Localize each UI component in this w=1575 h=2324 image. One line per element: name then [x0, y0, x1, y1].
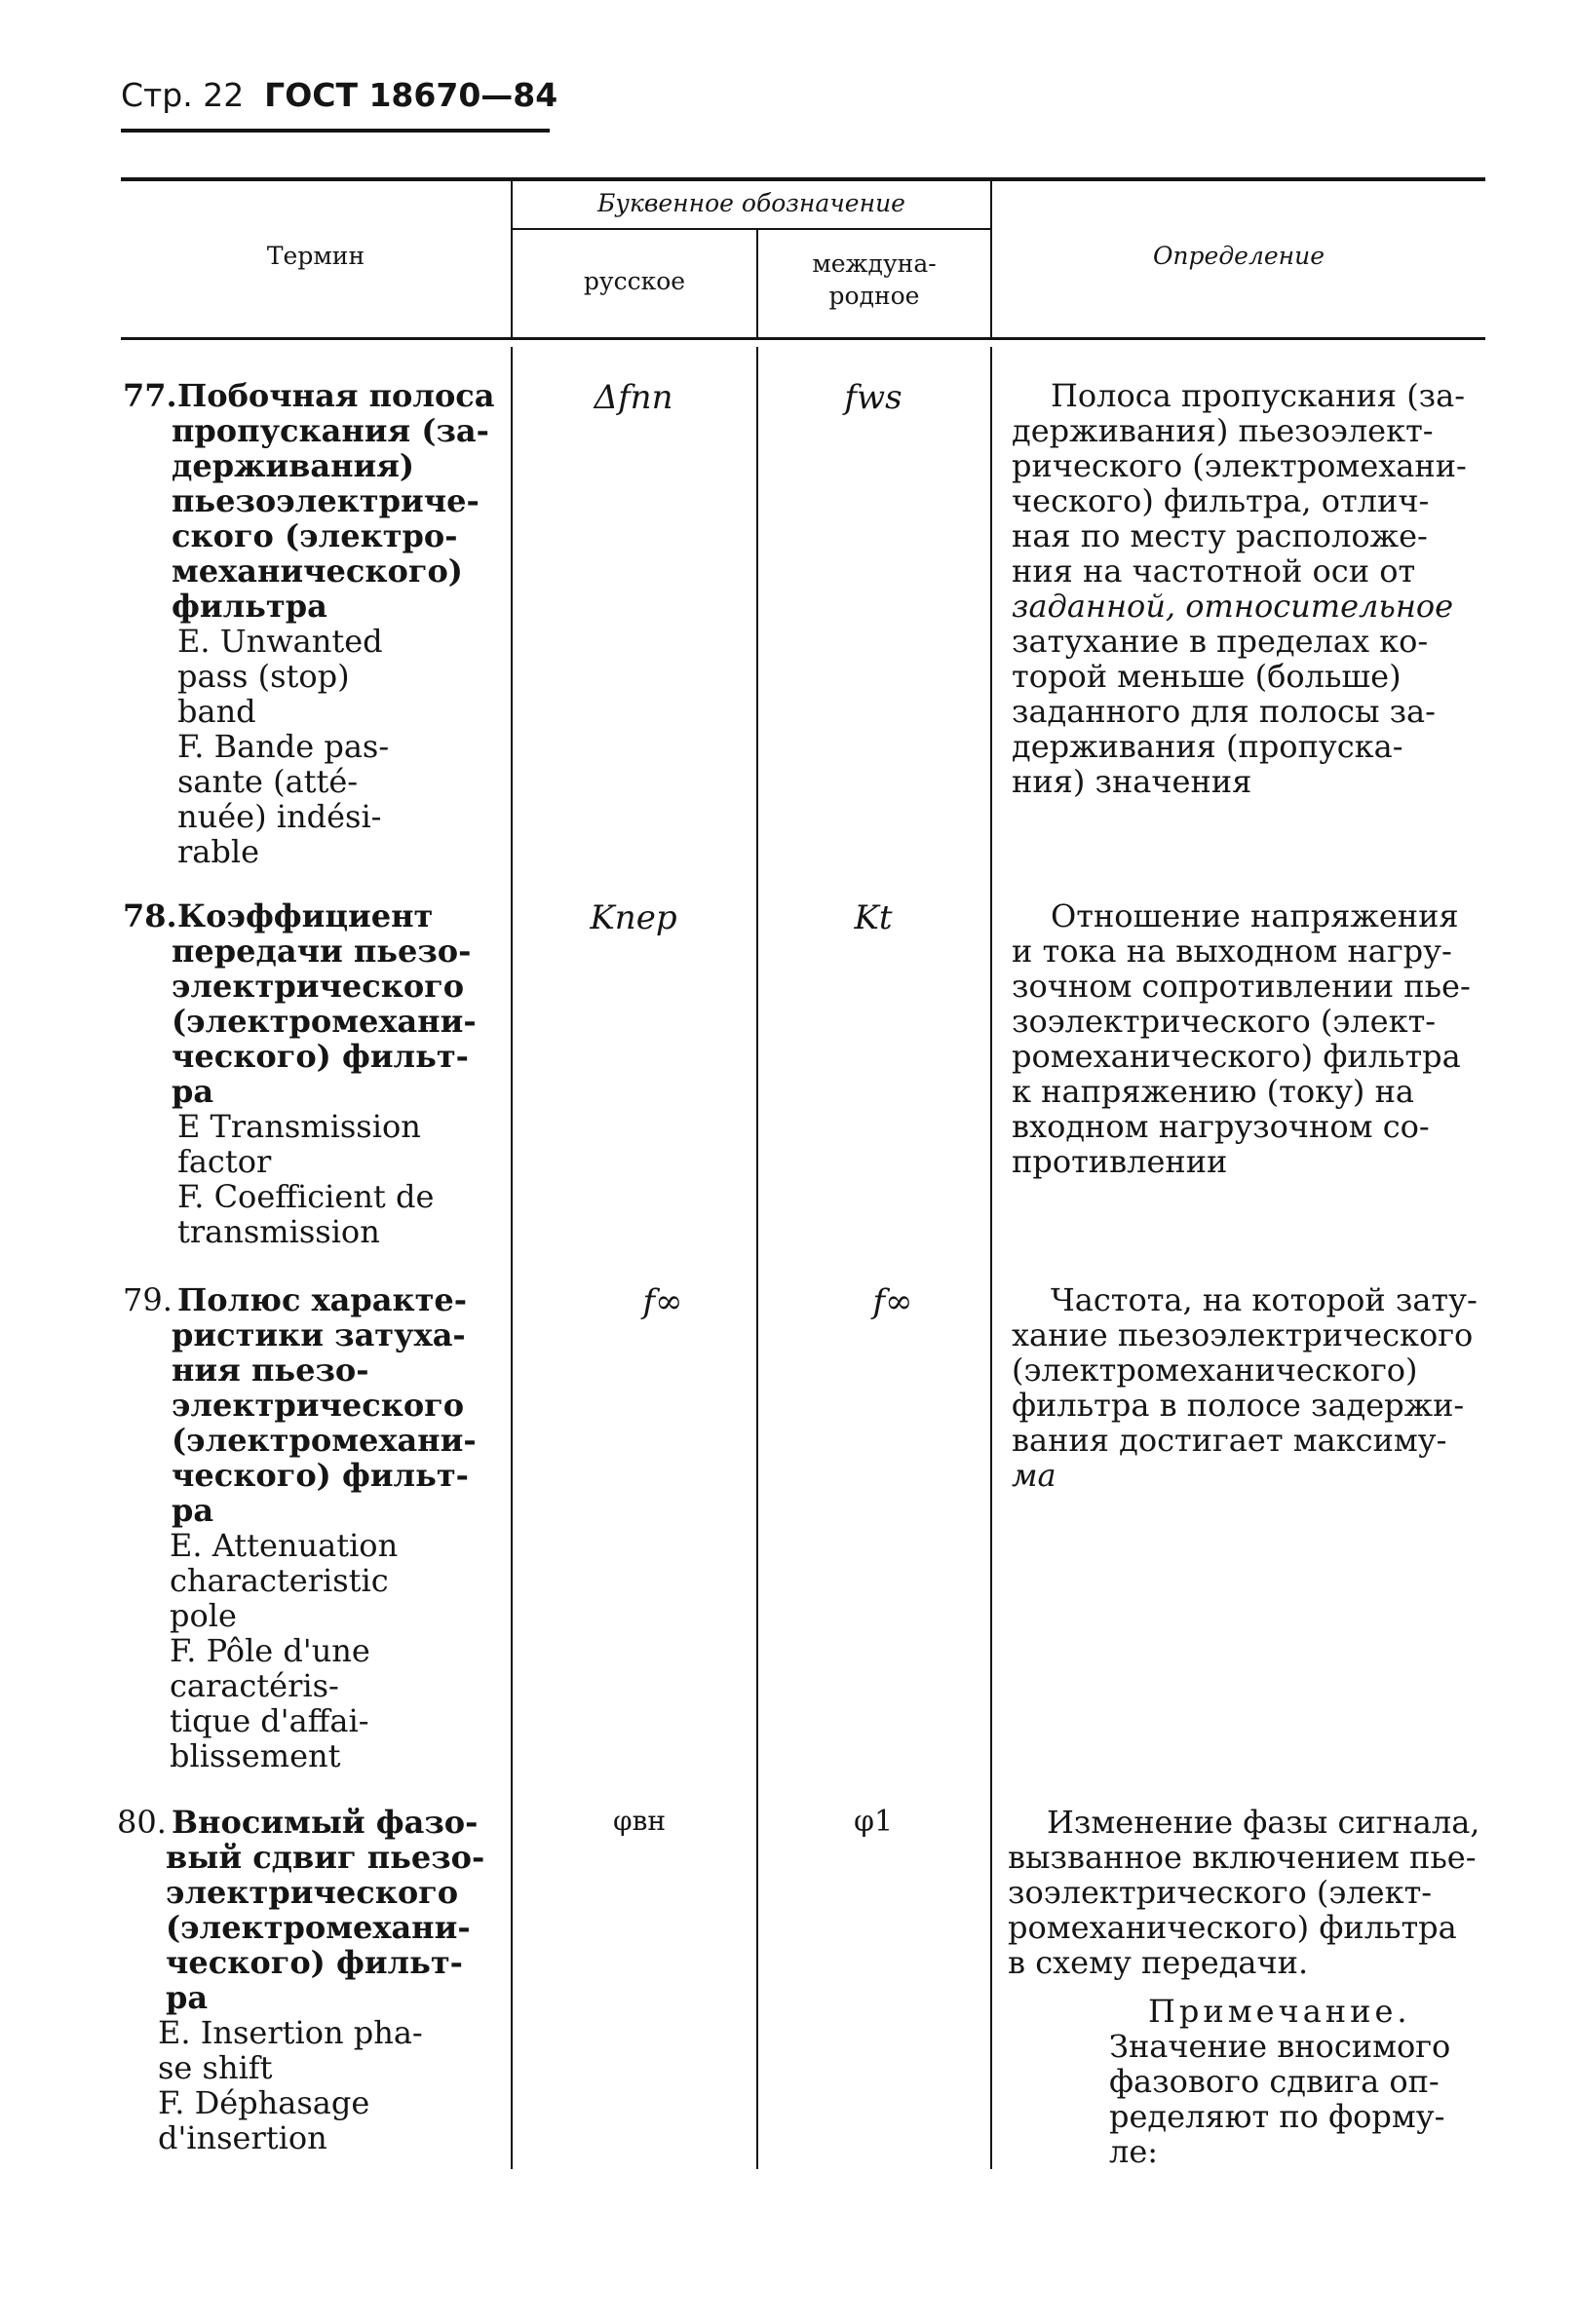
entry-number: 79. [123, 1281, 173, 1318]
table-header-bottom-rule [121, 337, 1485, 340]
definition-79: Частота, на которой зату- хание пьезоэлектрического (электромеханического) фильтра в полосе задержи- вания достигает максиму- ма [1012, 1281, 1478, 1494]
term-column-header: Термин [266, 242, 365, 270]
definition-78: Отношение напряжения и тока на выходном нагру- зочном сопротивлении пье- зоэлектрического (элект- ромеханического) фильтра к напряжению (току) на входном нагрузочном со- противлении [1012, 897, 1471, 1180]
header-underline [121, 129, 550, 133]
definition-column-header: Определение [1152, 242, 1325, 270]
term-name-en: E. Insertion pha- se shift [158, 2014, 423, 2086]
term-name-fr: F. Bande pas- sante (atté- nuée) indési- rable [177, 728, 390, 870]
symbol-ru-77: Δfпп [594, 378, 673, 417]
note-80: Примечание. Значение вносимого фазового сдвига оп- ределяют по форму- ле: [1109, 1994, 1495, 2169]
body-col-divider-2 [756, 347, 758, 2169]
term-name-fr: F. Déphasage d'insertion [158, 2084, 370, 2156]
term-entry-77 [123, 377, 542, 870]
symbol-int-80: φ1 [853, 1805, 894, 1839]
term-name-en: E Transmission factor [177, 1108, 421, 1180]
table-top-rule [121, 177, 1485, 181]
symbol-int-78: Kt [854, 898, 893, 937]
term-entry-79 [123, 1281, 542, 1774]
term-name-fr: F. Pôle d'une caractéris- tique d'affai- blissement [170, 1632, 370, 1774]
entry-number: 77. [123, 377, 177, 414]
symbol-ru-79: f∞ [642, 1282, 683, 1321]
term-entry-78 [123, 897, 542, 1250]
entry-number: 80. [117, 1804, 167, 1841]
term-entry-80 [117, 1804, 536, 2156]
symbol-int-77: fws [844, 378, 903, 417]
term-name-ru: 77.Побочная полоса пропускания (за- держивания) пьезоэлектриче- ского (электро- механического) фильтра [123, 377, 495, 625]
term-name-en: E. Attenuation characteristic pole [170, 1527, 399, 1634]
term-name-en: E. Unwanted pass (stop) band [177, 623, 383, 730]
term-name-fr: F. Coefficient de transmission [177, 1178, 435, 1250]
letter-designation-rule [513, 228, 990, 230]
body-col-divider-3 [990, 347, 992, 2169]
definition-80: Изменение фазы сигнала, вызванное включением пье- зоэлектрического (элект- ромеханического) фильтра в схему передачи. [1008, 1804, 1480, 1981]
symbol-ru-78: Kпер [590, 898, 677, 937]
term-name-ru: 79. Полюс характе- ристики затуха- ния пьезо- электрического (электромехани- ческого) фильт- ра [123, 1281, 477, 1529]
russian-column-header: русское [583, 267, 686, 295]
term-name-ru: 80. Вносимый фазо- вый сдвиг пьезо- электрического (электромехани- ческого) фильт- ра [117, 1804, 485, 2016]
definition-77: Полоса пропускания (за- держивания) пьезоэлект- рического (электромехани- ческого) фильтра, отлич- ная по месту расположе- ния на частотной оси от заданной, относительное затухание в пределах ко- торой меньше (больше) заданного для полосы за- держивания (пропуска- ния) значения [1012, 377, 1467, 800]
page-header [121, 76, 557, 114]
page-number: Стр. 22 [121, 76, 245, 114]
symbol-int-79: f∞ [872, 1282, 913, 1321]
standard-designation: ГОСТ 18670—84 [264, 76, 558, 114]
note-title: Примечание. [1148, 1993, 1411, 2030]
symbol-ru-80: φвн [612, 1805, 667, 1837]
letter-designation-header: Буквенное обозначение [597, 189, 905, 217]
entry-number: 78. [123, 897, 177, 934]
international-column-header: междуна- родное [812, 249, 937, 310]
term-name-ru: 78.Коэффициент передачи пьезо- электрического (электромехани- ческого) фильт- ра [123, 897, 477, 1110]
